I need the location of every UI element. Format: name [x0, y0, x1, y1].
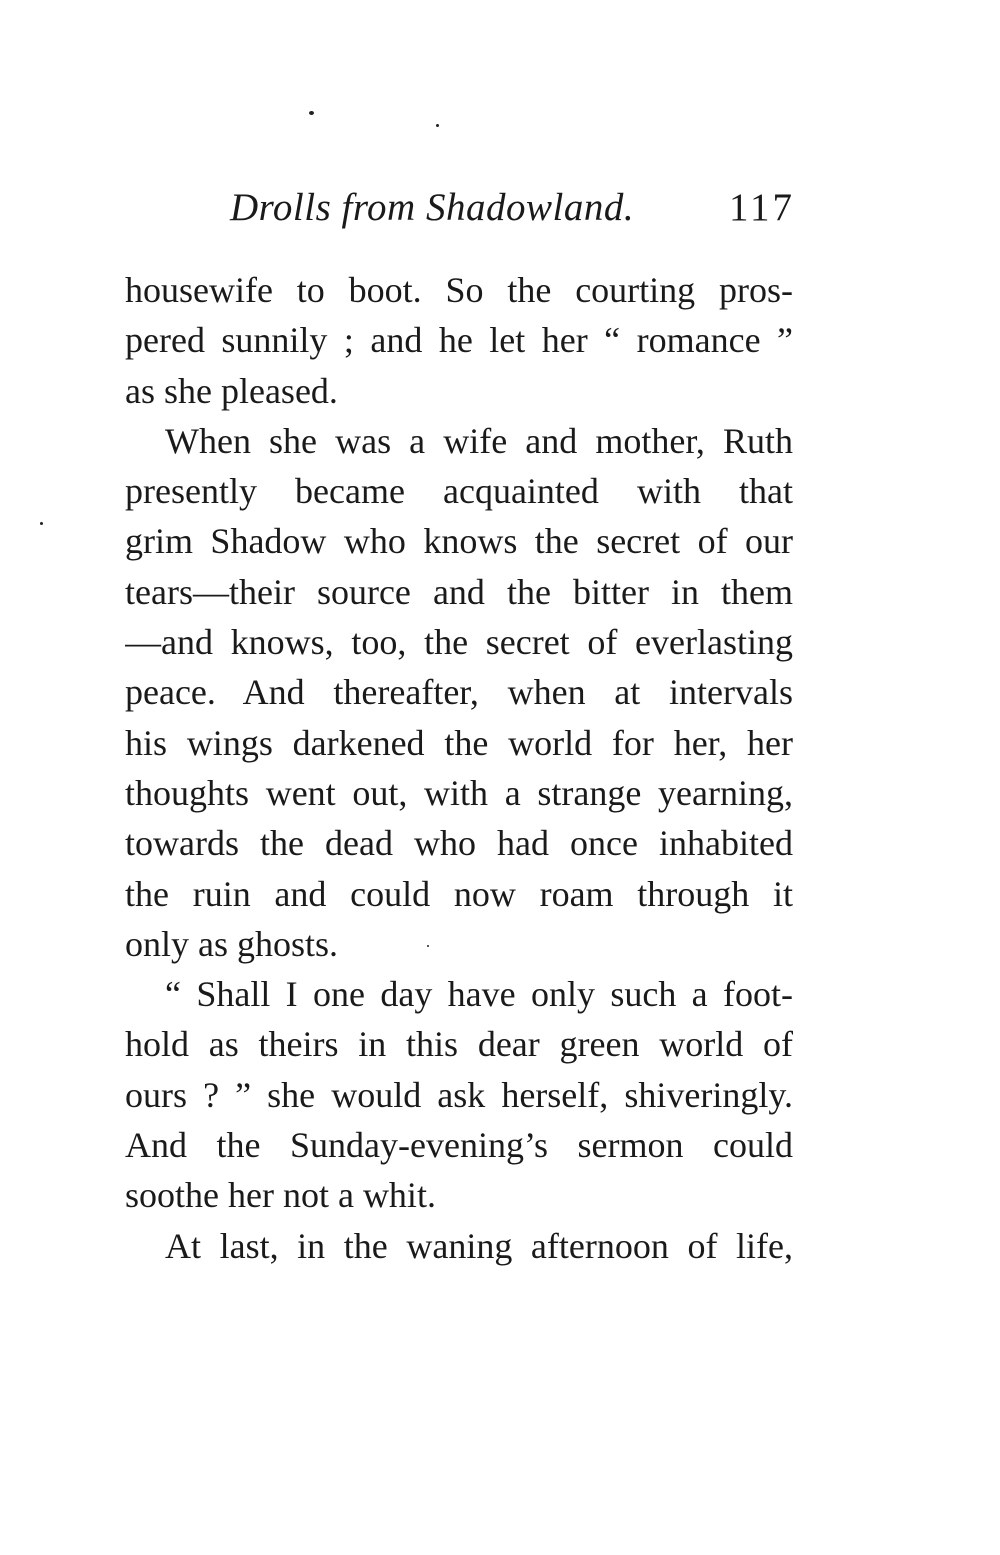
body-text — [125, 265, 793, 1271]
text-line: When she was a wife and mother, Ruth — [165, 420, 793, 461]
text-line: the ruin and could now roam through it — [125, 873, 793, 914]
text-line: thoughts went out, with a strange yearning, — [125, 772, 793, 813]
text-line: hold as theirs in this dear green world of — [125, 1024, 793, 1065]
text-line: grim Shadow who knows the secret of our — [125, 521, 793, 562]
text-line: presently became acquainted with that — [125, 471, 793, 512]
text-line: only as ghosts. — [125, 923, 339, 964]
print-speck — [40, 522, 43, 525]
running-header — [230, 178, 795, 238]
text-line: “ Shall I one day have only such a foot- — [165, 974, 793, 1015]
text-line: tears—their source and the bitter in them — [125, 571, 793, 612]
text-line: ours ? ” she would ask herself, shiveringly. — [125, 1074, 793, 1115]
text-line: soothe her not a whit. — [125, 1175, 436, 1216]
text-line: peace. And thereafter, when at intervals — [125, 672, 793, 713]
text-line: his wings darkened the world for her, her — [125, 722, 793, 763]
text-line: towards the dead who had once inhabited — [125, 823, 793, 864]
text-line: At last, in the waning afternoon of life, — [165, 1225, 793, 1266]
text-line: housewife to boot. So the courting pros- — [125, 270, 793, 310]
running-title: Drolls from Shadowland. — [230, 186, 635, 229]
text-line: as she pleased. — [125, 370, 338, 411]
page-number: 117 — [728, 186, 795, 229]
print-speck — [436, 124, 439, 127]
text-line: pered sunnily ; and he let her “ romance ” — [125, 320, 793, 361]
print-speck — [309, 111, 314, 115]
text-line: And the Sunday-evening’s sermon could — [125, 1125, 793, 1166]
text-line: —and knows, too, the secret of everlasting — [125, 622, 793, 663]
